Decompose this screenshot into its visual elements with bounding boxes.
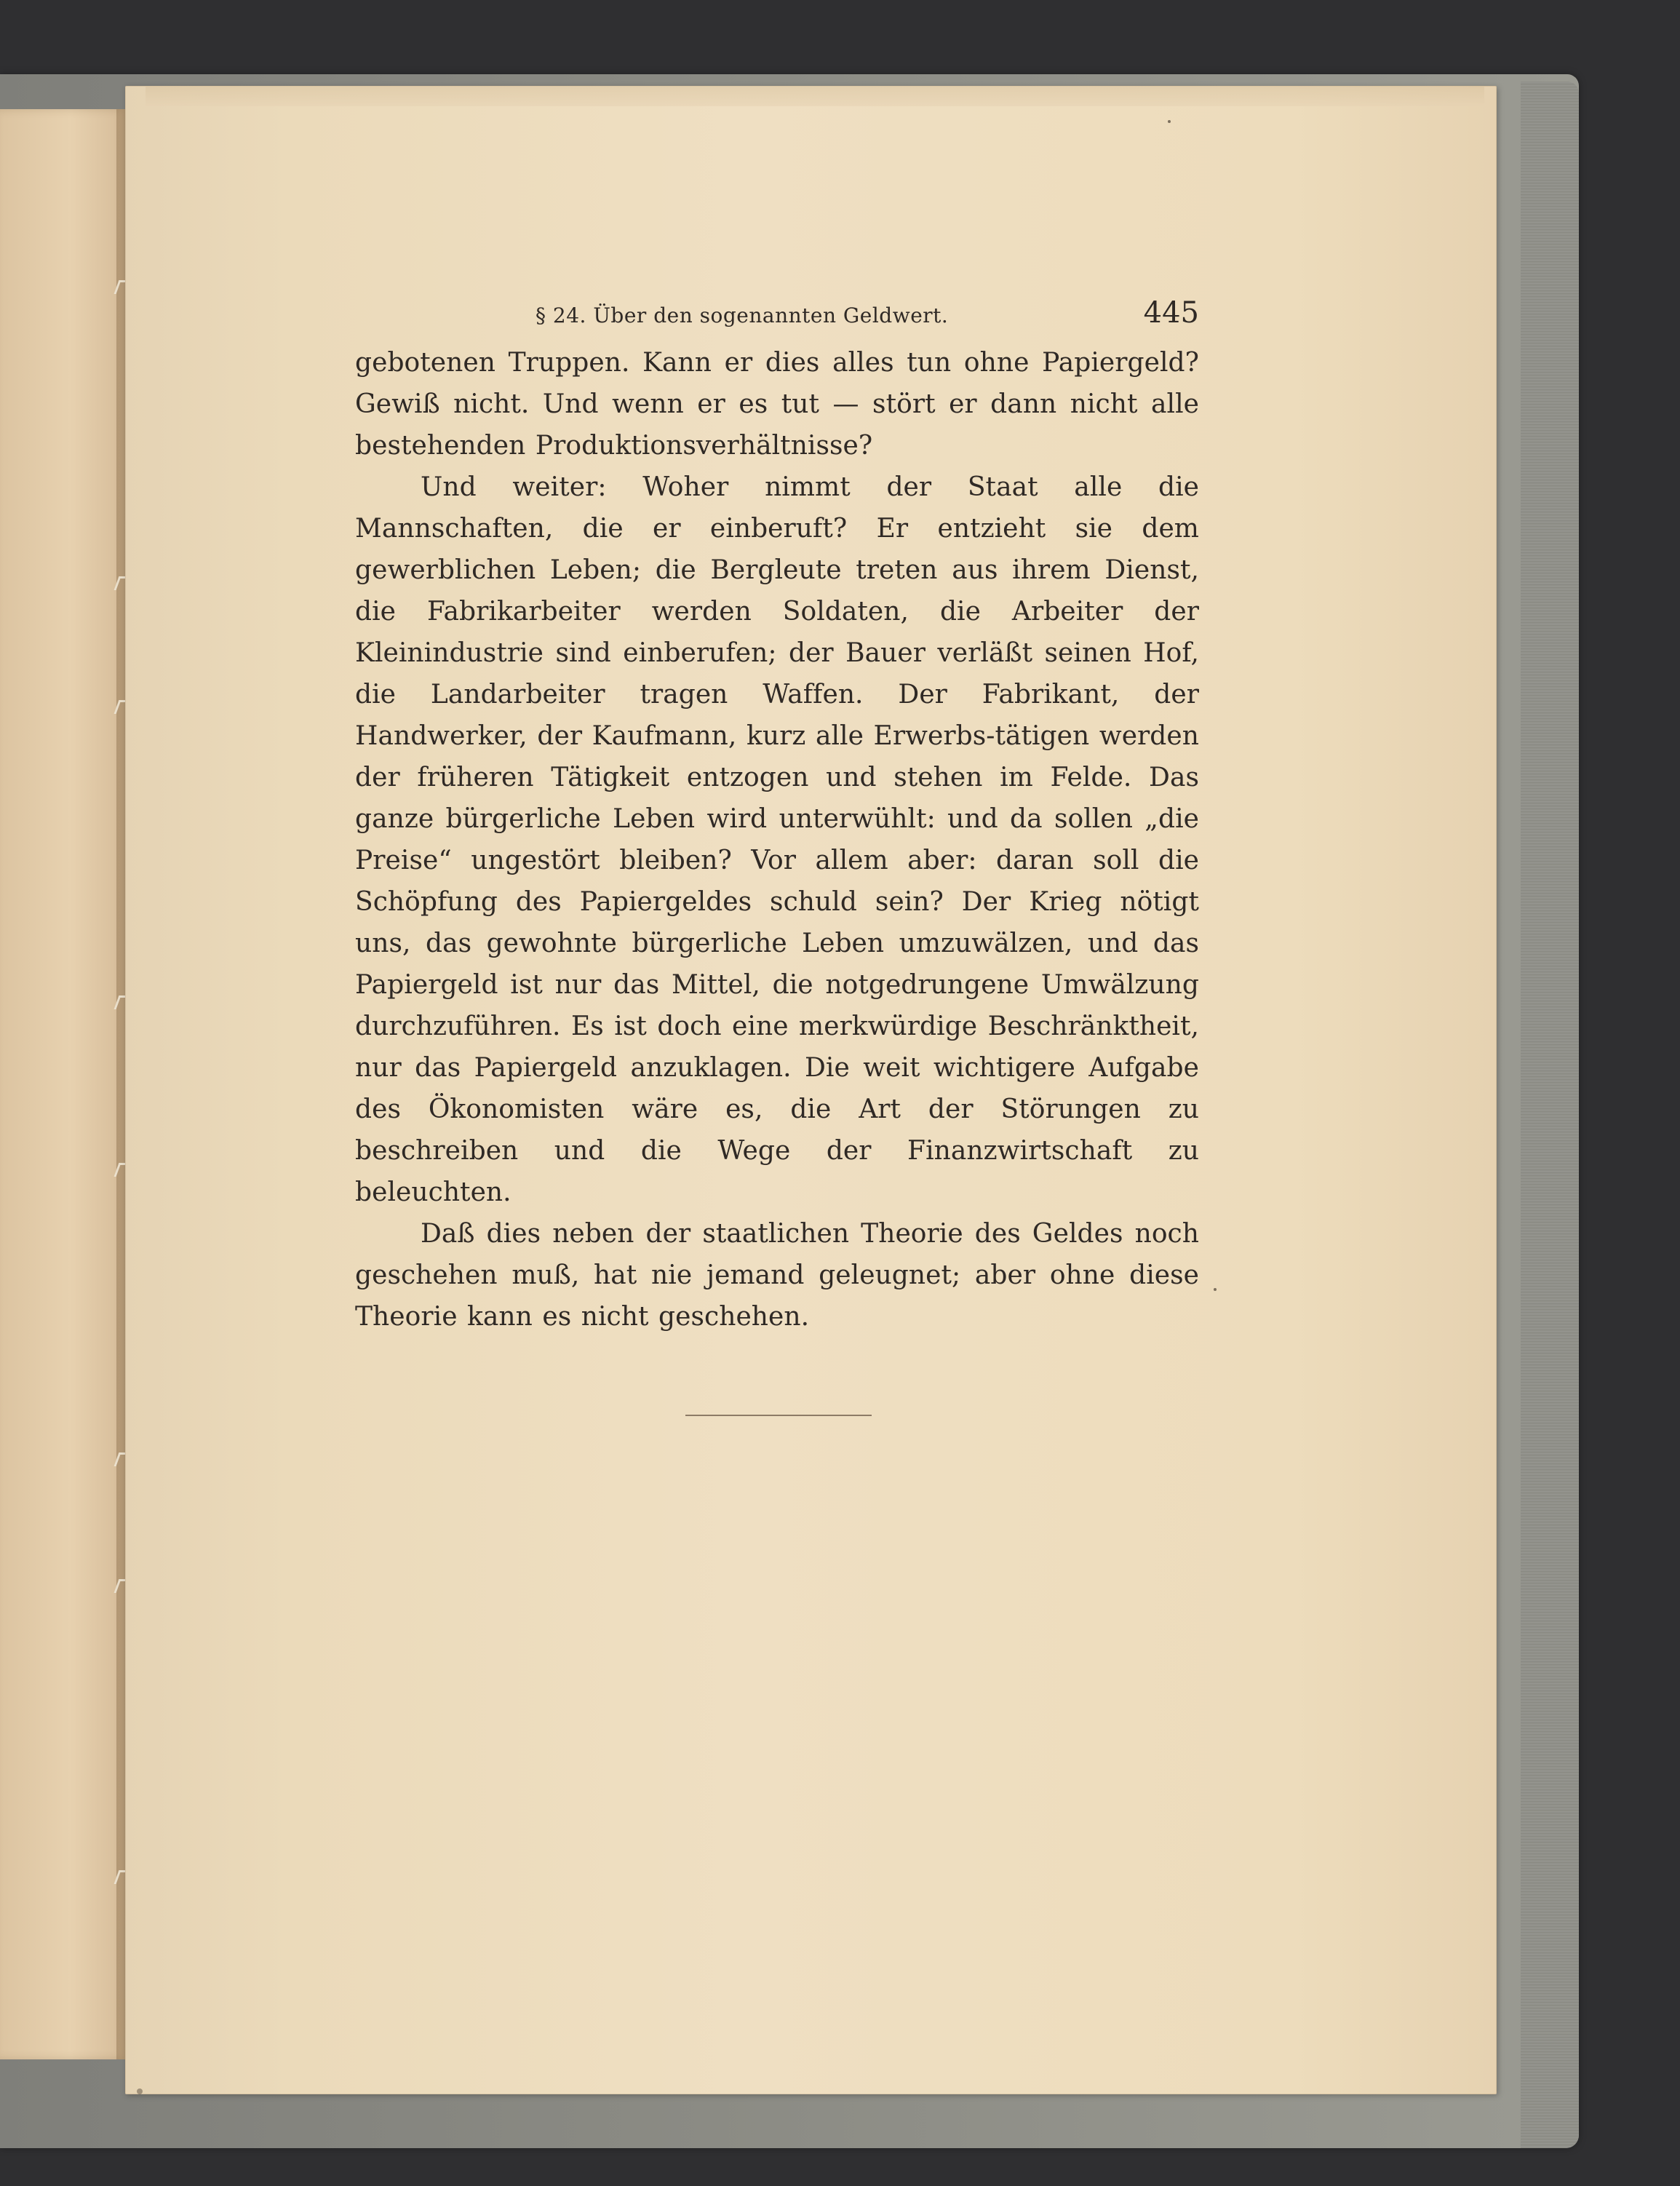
paragraph-1: gebotenen Truppen. Kann er dies alles tun ohne Papiergeld? Gewiß nicht. Und wenn er es tut — stört er dann nicht alle bestehenden Produktionsverhältnisse? [355,348,1199,461]
paragraph-2: Und weiter: Woher nimmt der Staat alle die Mannschaften, die er einberuft? Er entzieht sie dem gewerblichen Leben; die Bergleute treten aus ihrem Dienst, die Fabrikarbeiter werden Soldaten, die Arbeiter der Kleinindustrie sind einberufen; der Bauer verläßt seinen Hof, die Landarbeiter tragen Waffen. Der Fabrikant, der Handwerker, der Kaufmann, kurz alle Erwerbs-tätigen werden der früheren Tätigkeit entzogen und stehen im Felde. Das ganze bürgerliche Leben wird unterwühlt: und da sollen „die Preise“ ungestört bleiben? Vor allem aber: daran soll die Schöpfung des Papiergeldes schuld sein? Der Krieg nötigt uns, das gewohnte bürgerliche Leben umzuwälzen, und das Papiergeld ist nur das Mittel, die notgedrungene Umwälzung durchzuführen. Es ist doch eine merkwürdige Beschränktheit, nur das Papiergeld anzuklagen. Die weit wichtigere Aufgabe des Ökonomisten wäre es, die Art der Störungen zu beschreiben und die Wege der Finanzwirtschaft zu beleuchten. [355,472,1199,1207]
page-top-edge [146,86,1484,106]
page-speck [1168,120,1171,123]
running-head: § 24. Über den sogenannten Geldwert. [536,303,949,327]
section-separator [685,1415,872,1416]
page-content [355,298,1199,1338]
page-header [355,296,1199,330]
left-page-edge [0,109,128,2059]
paragraph-3: Daß dies neben der staatlichen Theorie des Geldes noch geschehen muß, hat nie jemand geleugnet; aber ohne diese Theorie kann es nicht geschehen. [355,1219,1199,1332]
book-cover-edge [1521,82,1579,2148]
page-speck [1214,1288,1217,1291]
page-number: 445 [1143,296,1199,330]
page-speck [137,2088,143,2094]
